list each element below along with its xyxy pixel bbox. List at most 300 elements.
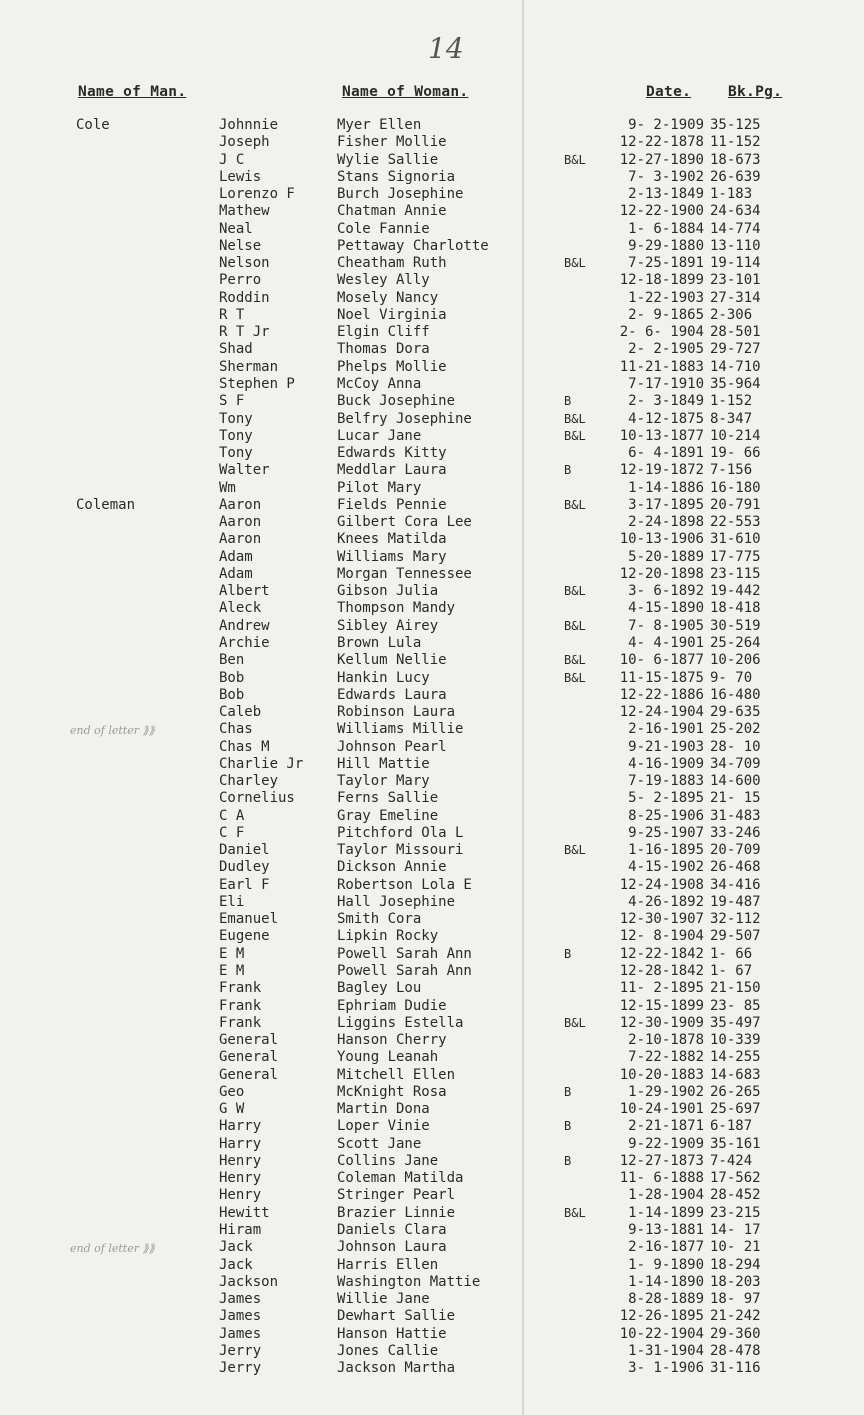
given-name-cell: Charlie Jr (219, 755, 304, 772)
given-name-cell: James (219, 1308, 262, 1325)
book-page-cell: 25-202 (710, 721, 761, 738)
table-row (0, 756, 864, 773)
given-name-cell: Sherman (219, 358, 279, 375)
book-page-cell: 19-114 (710, 255, 761, 272)
table-row (0, 739, 864, 756)
given-name-cell: Jack (219, 1239, 253, 1256)
given-name-cell: Dudley (219, 859, 270, 876)
book-page-cell: 18-418 (710, 600, 761, 617)
date-cell: 7-25-1891 (628, 255, 704, 272)
date-cell: 4-12-1875 (628, 410, 704, 427)
book-page-cell: 6-187 (710, 1118, 753, 1135)
book-page-cell: 14- 17 (710, 1222, 761, 1238)
date-cell: 12-24-1904 (619, 704, 704, 721)
header-name-of-man: Name of Man. (78, 84, 187, 100)
woman-name-cell: Belfry Josephine (337, 410, 472, 427)
woman-name-cell: Knees Matilda (337, 531, 447, 548)
book-page-cell: 14-600 (710, 773, 761, 790)
woman-name-cell: Wesley Ally (337, 272, 430, 289)
given-name-cell: General (219, 1032, 279, 1049)
given-name-cell: R T Jr (219, 324, 270, 341)
book-page-cell: 23-115 (710, 565, 761, 582)
date-cell: 3- 1-1906 (628, 1360, 704, 1377)
table-row (0, 842, 864, 859)
date-cell: 12-18-1899 (619, 272, 704, 289)
book-page-cell: 16-180 (710, 479, 761, 496)
given-name-cell: James (219, 1291, 262, 1308)
given-name-cell: Harry (219, 1135, 262, 1152)
table-row (0, 635, 864, 652)
woman-name-cell: Brown Lula (337, 634, 422, 651)
woman-name-cell: Stringer Pearl (337, 1187, 456, 1204)
given-name-cell: Henry (219, 1170, 262, 1187)
woman-name-cell: Edwards Laura (337, 686, 447, 703)
table-row (0, 117, 864, 134)
book-page-cell: 18-294 (710, 1256, 761, 1273)
date-cell: 1-14-1899 (628, 1204, 704, 1221)
table-row (0, 1136, 864, 1153)
date-cell: 4- 4-1901 (628, 634, 704, 651)
given-name-cell: Ben (219, 652, 245, 669)
date-cell: 7-19-1883 (628, 773, 704, 790)
book-page-cell: 23-101 (710, 272, 761, 289)
book-page-cell: 1- 66 (710, 945, 753, 962)
book-page-cell: 2-306 (710, 306, 753, 323)
date-cell: 10-20-1883 (619, 1066, 704, 1083)
table-row (0, 1170, 864, 1187)
woman-name-cell: Fisher Mollie (337, 134, 447, 151)
woman-name-cell: Powell Sarah Ann (337, 945, 472, 962)
table-row (0, 324, 864, 341)
end-of-letter-stamp: end of letter ⟫⟫ (70, 723, 155, 737)
woman-name-cell: Edwards Kitty (337, 445, 447, 462)
end-of-letter-stamp: end of letter ⟫⟫ (70, 1242, 155, 1256)
book-page-cell: 32-112 (710, 911, 761, 928)
table-row (0, 1032, 864, 1049)
woman-name-cell: Lucar Jane (337, 427, 422, 444)
date-cell: 5-20-1889 (628, 548, 704, 565)
given-name-cell: S F (219, 393, 245, 410)
surname-cell: Coleman (76, 496, 136, 513)
date-cell: 2-24-1898 (628, 514, 704, 531)
date-cell: 4-26-1892 (628, 893, 704, 910)
book-page-cell: 35-497 (710, 1014, 761, 1031)
book-page-cell: 14-683 (710, 1066, 761, 1083)
book-page-cell: 19-442 (710, 583, 761, 600)
table-row (0, 307, 864, 324)
woman-name-cell: Robertson Lola E (337, 876, 472, 893)
woman-name-cell: Burch Josephine (337, 186, 464, 203)
book-page-cell: 29-635 (710, 704, 761, 721)
woman-name-cell: Myer Ellen (337, 117, 422, 133)
given-name-cell: Jackson (219, 1273, 279, 1290)
table-row (0, 393, 864, 410)
note-cell: B (564, 394, 572, 409)
given-name-cell: Frank (219, 1014, 262, 1031)
book-page-cell: 35-125 (710, 117, 761, 133)
table-row (0, 859, 864, 876)
given-name-cell: R T (219, 306, 245, 323)
book-page-cell: 23- 85 (710, 997, 761, 1014)
given-name-cell: Cornelius (219, 790, 295, 807)
table-row (0, 1084, 864, 1101)
book-page-cell: 25-697 (710, 1101, 761, 1118)
woman-name-cell: Hill Mattie (337, 755, 430, 772)
woman-name-cell: Hankin Lucy (337, 669, 430, 686)
header-name-of-woman: Name of Woman. (342, 84, 469, 100)
given-name-cell: Bob (219, 686, 245, 703)
book-page-cell: 21- 15 (710, 790, 761, 807)
table-row (0, 1222, 864, 1239)
marriage-records-list (0, 117, 864, 1377)
date-cell: 9-29-1880 (628, 237, 704, 254)
woman-name-cell: Jones Callie (337, 1342, 439, 1359)
woman-name-cell: Gilbert Cora Lee (337, 514, 472, 531)
woman-name-cell: McCoy Anna (337, 375, 422, 392)
table-row (0, 894, 864, 911)
woman-name-cell: Bagley Lou (337, 980, 422, 997)
date-cell: 12-22-1842 (619, 945, 704, 962)
given-name-cell: Roddin (219, 289, 270, 306)
date-cell: 9-13-1881 (628, 1222, 704, 1238)
woman-name-cell: Cole Fannie (337, 220, 430, 237)
date-cell: 4-16-1909 (628, 755, 704, 772)
book-page-cell: 11-152 (710, 134, 761, 151)
date-cell: 7-22-1882 (628, 1049, 704, 1066)
table-row (0, 152, 864, 169)
given-name-cell: Aleck (219, 600, 262, 617)
woman-name-cell: Smith Cora (337, 911, 422, 928)
book-page-cell: 26-639 (710, 168, 761, 185)
note-cell: B&L (564, 618, 586, 633)
woman-name-cell: Sibley Airey (337, 617, 439, 634)
note-cell: B&L (564, 256, 586, 271)
woman-name-cell: Harris Ellen (337, 1256, 439, 1273)
book-page-cell: 20-709 (710, 842, 761, 859)
given-name-cell: Earl F (219, 876, 270, 893)
note-cell: B&L (564, 1015, 586, 1030)
book-page-cell: 29-507 (710, 928, 761, 945)
woman-name-cell: Gibson Julia (337, 583, 439, 600)
table-row (0, 1326, 864, 1343)
given-name-cell: Chas (219, 721, 253, 738)
date-cell: 12-20-1898 (619, 565, 704, 582)
given-name-cell: Charley (219, 773, 279, 790)
woman-name-cell: Lipkin Rocky (337, 928, 439, 945)
note-cell: B (564, 946, 572, 961)
table-row (0, 1153, 864, 1170)
date-cell: 2- 3-1849 (628, 393, 704, 410)
book-page-cell: 28-478 (710, 1342, 761, 1359)
date-cell: 10-13-1877 (619, 427, 704, 444)
table-row (0, 238, 864, 255)
given-name-cell: C F (219, 824, 245, 841)
book-page-cell: 1-152 (710, 393, 753, 410)
book-page-cell: 29-360 (710, 1325, 761, 1342)
date-cell: 12-22-1886 (619, 686, 704, 703)
book-page-cell: 8-347 (710, 410, 753, 427)
woman-name-cell: Hall Josephine (337, 893, 456, 910)
book-page-cell: 16-480 (710, 686, 761, 703)
table-row (0, 186, 864, 203)
woman-name-cell: Ferns Sallie (337, 790, 439, 807)
date-cell: 1-16-1895 (628, 842, 704, 859)
date-cell: 1- 9-1890 (628, 1256, 704, 1273)
date-cell: 12-30-1907 (619, 911, 704, 928)
given-name-cell: Walter (219, 462, 270, 479)
book-page-cell: 26-265 (710, 1083, 761, 1100)
table-row (0, 808, 864, 825)
header-book-page: Bk.Pg. (728, 84, 783, 100)
given-name-cell: Eugene (219, 928, 270, 945)
date-cell: 11-15-1875 (619, 669, 704, 686)
book-page-cell: 23-215 (710, 1204, 761, 1221)
book-page-cell: 31-483 (710, 807, 761, 824)
given-name-cell: Frank (219, 997, 262, 1014)
given-name-cell: Hewitt (219, 1204, 270, 1221)
table-row (0, 359, 864, 376)
table-row (0, 1187, 864, 1204)
table-row (0, 445, 864, 462)
table-row (0, 583, 864, 600)
book-page-cell: 34-709 (710, 755, 761, 772)
given-name-cell: General (219, 1066, 279, 1083)
table-row (0, 963, 864, 980)
book-page-cell: 21-242 (710, 1308, 761, 1325)
woman-name-cell: Daniels Clara (337, 1222, 447, 1238)
woman-name-cell: Dewhart Sallie (337, 1308, 456, 1325)
book-page-cell: 14-774 (710, 220, 761, 237)
book-page-cell: 31-116 (710, 1360, 761, 1377)
given-name-cell: Adam (219, 548, 253, 565)
table-row (0, 203, 864, 220)
given-name-cell: Tony (219, 445, 253, 462)
date-cell: 12-30-1909 (619, 1014, 704, 1031)
woman-name-cell: Williams Mary (337, 548, 447, 565)
date-cell: 3- 6-1892 (628, 583, 704, 600)
table-row (0, 134, 864, 151)
woman-name-cell: Pilot Mary (337, 479, 422, 496)
given-name-cell: Emanuel (219, 911, 279, 928)
woman-name-cell: Mitchell Ellen (337, 1066, 456, 1083)
date-cell: 5- 2-1895 (628, 790, 704, 807)
note-cell: B&L (564, 584, 586, 599)
woman-name-cell: Collins Jane (337, 1152, 439, 1169)
table-row (0, 566, 864, 583)
woman-name-cell: Brazier Linnie (337, 1204, 456, 1221)
book-page-cell: 17-562 (710, 1170, 761, 1187)
table-row (0, 480, 864, 497)
book-page-cell: 24-634 (710, 203, 761, 220)
table-row (0, 341, 864, 358)
woman-name-cell: Phelps Mollie (337, 358, 447, 375)
woman-name-cell: Thomas Dora (337, 341, 430, 358)
table-row (0, 462, 864, 479)
given-name-cell: Nelson (219, 255, 270, 272)
given-name-cell: Jerry (219, 1360, 262, 1377)
woman-name-cell: Hanson Hattie (337, 1325, 447, 1342)
note-cell: B&L (564, 411, 586, 426)
date-cell: 2-13-1849 (628, 186, 704, 203)
book-page-cell: 20-791 (710, 496, 761, 513)
book-page-cell: 35-161 (710, 1135, 761, 1152)
date-cell: 1-29-1902 (628, 1083, 704, 1100)
given-name-cell: Perro (219, 272, 262, 289)
table-row (0, 825, 864, 842)
date-cell: 1-22-1903 (628, 289, 704, 306)
given-name-cell: Harry (219, 1118, 262, 1135)
date-cell: 9-21-1903 (628, 738, 704, 755)
book-page-cell: 29-727 (710, 341, 761, 358)
date-cell: 2-21-1871 (628, 1118, 704, 1135)
woman-name-cell: Willie Jane (337, 1291, 430, 1308)
date-cell: 10-24-1901 (619, 1101, 704, 1118)
table-row (0, 1360, 864, 1377)
given-name-cell: Aaron (219, 514, 262, 531)
book-page-cell: 31-610 (710, 531, 761, 548)
date-cell: 8-25-1906 (628, 807, 704, 824)
table-row (0, 1067, 864, 1084)
book-page-cell: 21-150 (710, 980, 761, 997)
given-name-cell: James (219, 1325, 262, 1342)
table-row (0, 428, 864, 445)
table-row (0, 773, 864, 790)
table-row (0, 272, 864, 289)
date-cell: 6- 4-1891 (628, 445, 704, 462)
given-name-cell: J C (219, 151, 245, 168)
given-name-cell: Stephen P (219, 375, 295, 392)
book-page-cell: 35-964 (710, 375, 761, 392)
table-row (0, 169, 864, 186)
surname-cell: Cole (76, 117, 110, 133)
book-page-cell: 14-255 (710, 1049, 761, 1066)
woman-name-cell: Scott Jane (337, 1135, 422, 1152)
woman-name-cell: Elgin Cliff (337, 324, 430, 341)
woman-name-cell: Liggins Estella (337, 1014, 464, 1031)
given-name-cell: Caleb (219, 704, 262, 721)
woman-name-cell: Loper Vinie (337, 1118, 430, 1135)
given-name-cell: Henry (219, 1187, 262, 1204)
table-row (0, 980, 864, 997)
given-name-cell: Albert (219, 583, 270, 600)
note-cell: B&L (564, 843, 586, 858)
table-row (0, 998, 864, 1015)
woman-name-cell: Young Leanah (337, 1049, 439, 1066)
table-row (0, 911, 864, 928)
given-name-cell: Johnnie (219, 117, 279, 133)
woman-name-cell: Mosely Nancy (337, 289, 439, 306)
given-name-cell: Archie (219, 634, 270, 651)
given-name-cell: E M (219, 945, 245, 962)
book-page-cell: 1- 67 (710, 963, 753, 980)
date-cell: 7-17-1910 (628, 375, 704, 392)
given-name-cell: Lewis (219, 168, 262, 185)
table-row (0, 531, 864, 548)
date-cell: 4-15-1890 (628, 600, 704, 617)
given-name-cell: Andrew (219, 617, 270, 634)
given-name-cell: Bob (219, 669, 245, 686)
table-row (0, 1308, 864, 1325)
date-cell: 2- 2-1905 (628, 341, 704, 358)
woman-name-cell: Johnson Laura (337, 1239, 447, 1256)
given-name-cell: Hiram (219, 1222, 262, 1238)
given-name-cell: Aaron (219, 531, 262, 548)
book-page-cell: 9- 70 (710, 669, 753, 686)
given-name-cell: Adam (219, 565, 253, 582)
note-cell: B (564, 1084, 572, 1099)
book-page-cell: 18-203 (710, 1273, 761, 1290)
date-cell: 1-31-1904 (628, 1342, 704, 1359)
date-cell: 12-15-1899 (619, 997, 704, 1014)
date-cell: 10- 6-1877 (619, 652, 704, 669)
table-row (0, 652, 864, 669)
woman-name-cell: Cheatham Ruth (337, 255, 447, 272)
book-page-cell: 22-553 (710, 514, 761, 531)
date-cell: 12-27-1873 (619, 1152, 704, 1169)
book-page-cell: 26-468 (710, 859, 761, 876)
date-cell: 11- 6-1888 (619, 1170, 704, 1187)
book-page-cell: 10- 21 (710, 1239, 761, 1256)
table-row (0, 687, 864, 704)
table-row (0, 514, 864, 531)
given-name-cell: Nelse (219, 237, 262, 254)
woman-name-cell: Chatman Annie (337, 203, 447, 220)
woman-name-cell: Coleman Matilda (337, 1170, 464, 1187)
woman-name-cell: Hanson Cherry (337, 1032, 447, 1049)
table-row (0, 928, 864, 945)
given-name-cell: Tony (219, 410, 253, 427)
table-row (0, 1257, 864, 1274)
given-name-cell: Chas M (219, 738, 270, 755)
date-cell: 9- 2-1909 (628, 117, 704, 133)
woman-name-cell: Morgan Tennessee (337, 565, 472, 582)
book-page-cell: 34-416 (710, 876, 761, 893)
date-cell: 2- 6- 1904 (619, 324, 704, 341)
date-cell: 10-22-1904 (619, 1325, 704, 1342)
given-name-cell: Daniel (219, 842, 270, 859)
date-cell: 2-10-1878 (628, 1032, 704, 1049)
book-page-cell: 19- 66 (710, 445, 761, 462)
book-page-cell: 10-339 (710, 1032, 761, 1049)
woman-name-cell: Martin Dona (337, 1101, 430, 1118)
given-name-cell: Eli (219, 893, 245, 910)
table-row (0, 549, 864, 566)
book-page-cell: 18- 97 (710, 1291, 761, 1308)
date-cell: 8-28-1889 (628, 1291, 704, 1308)
woman-name-cell: Kellum Nellie (337, 652, 447, 669)
date-cell: 2-16-1877 (628, 1239, 704, 1256)
book-page-cell: 10-214 (710, 427, 761, 444)
note-cell: B&L (564, 1205, 586, 1220)
note-cell: B&L (564, 497, 586, 512)
date-cell: 12-27-1890 (619, 151, 704, 168)
given-name-cell: Jack (219, 1256, 253, 1273)
book-page-cell: 7-156 (710, 462, 753, 479)
given-name-cell: Mathew (219, 203, 270, 220)
table-row (0, 1049, 864, 1066)
table-row (0, 704, 864, 721)
book-page-cell: 18-673 (710, 151, 761, 168)
woman-name-cell: Johnson Pearl (337, 738, 447, 755)
table-row (0, 1205, 864, 1222)
woman-name-cell: Jackson Martha (337, 1360, 456, 1377)
table-row (0, 255, 864, 272)
date-cell: 12-22-1878 (619, 134, 704, 151)
book-page-cell: 1-183 (710, 186, 753, 203)
woman-name-cell: Noel Virginia (337, 306, 447, 323)
given-name-cell: Tony (219, 427, 253, 444)
table-row (0, 877, 864, 894)
